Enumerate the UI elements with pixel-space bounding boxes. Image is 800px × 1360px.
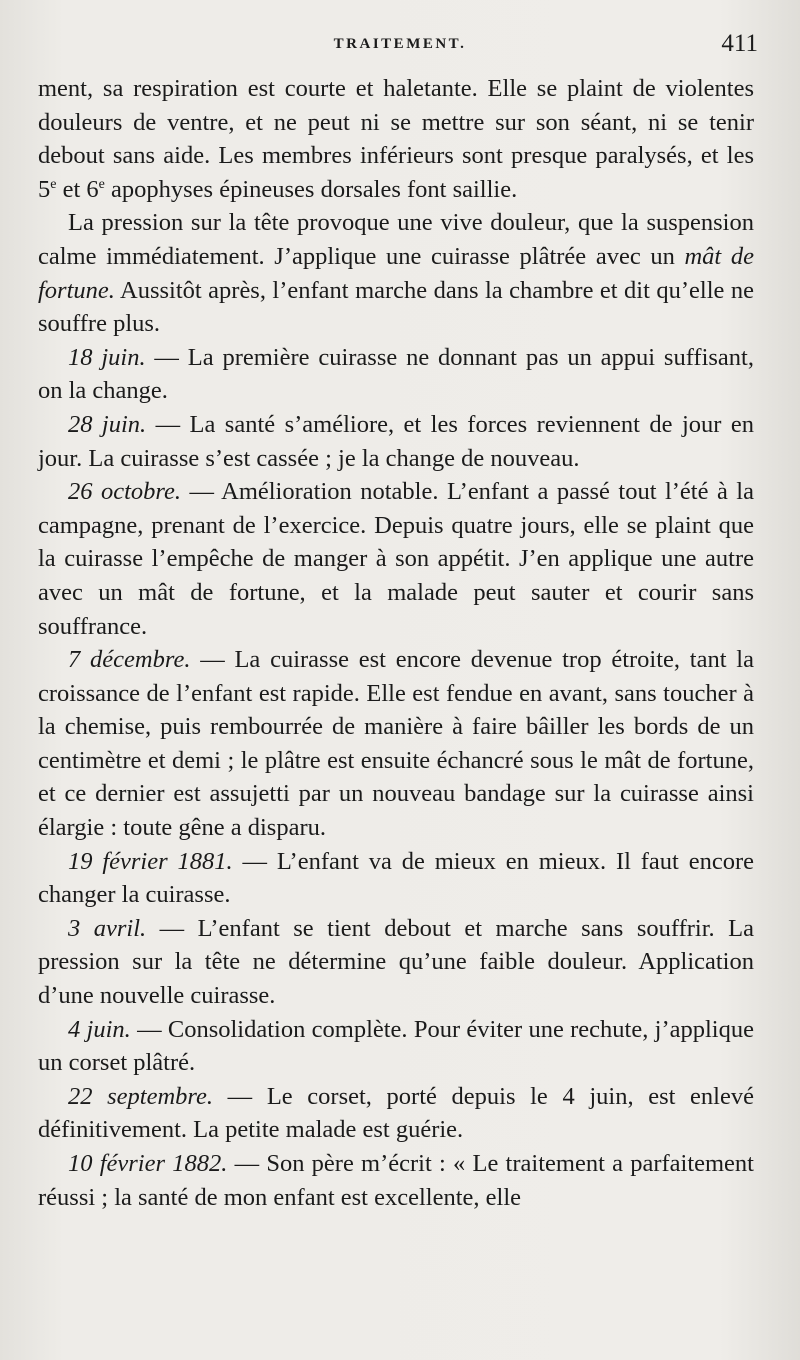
page-number: 411: [721, 30, 758, 57]
entry-date: 7 décembre.: [68, 646, 191, 674]
entry-date: 3 avril.: [68, 914, 147, 942]
diary-entry: [38, 643, 754, 845]
entry-date: 10 février 1882.: [68, 1150, 228, 1177]
body-text: [38, 72, 754, 1214]
page-header: [38, 30, 762, 62]
paragraph-text: La pression sur la tête provoque une vive douleur, que la suspension calme immédiatement. J’applique une cuirasse plâtrée avec un: [38, 209, 754, 270]
entry-text: — Consolidation complète. Pour éviter une rechute, j’applique un corset plâtré.: [38, 1015, 754, 1077]
entry-text: — Son père m’écrit : « Le traitement a parfaitement réussi ; la santé de mon enfant est excellente, elle: [38, 1150, 754, 1211]
paragraph-text: ment, sa respiration est courte et haletante. Elle se plaint de violentes douleurs de ventre, et ne peut ni se mettre sur son séant, ni se tenir debout sans aide. Les membres inférieurs sont presque paralysés, et les 5: [38, 75, 754, 203]
entry-text: — La cuirasse est encore devenue trop étroite, tant la croissance de l’enfant est rapide. Elle est fendue en avant, sans toucher à la chemise, puis rembourrée de manière à faire bâiller les bords de un centimètre et demi ; le plâtre est ensuite échancré sous le mât de fortune, et ce dernier est assujetti par un nouveau bandage sur la cuirasse ainsi élargie : toute gêne a disparu.: [38, 646, 754, 842]
diary-entry: [38, 845, 754, 912]
superscript: e: [50, 176, 57, 192]
entry-text: — L’enfant va de mieux en mieux. Il faut encore changer la cuirasse.: [38, 847, 754, 909]
superscript: e: [98, 176, 105, 192]
entry-text: — Amélioration notable. L’enfant a passé tout l’été à la campagne, prenant de l’exercice. Depuis quatre jours, elle se plaint que la cuirasse l’empêche de manger à son appétit. J’en applique une autre avec un mât de fortune, et la malade peut sauter et courir sans souffrance.: [38, 478, 754, 640]
paragraph: [38, 206, 754, 340]
running-title: TRAITEMENT.: [333, 36, 467, 52]
entry-text: — La première cuirasse ne donnant pas un appui suffisant, on la change.: [38, 343, 754, 405]
entry-date: 4 juin.: [68, 1015, 131, 1043]
entry-text: — L’enfant se tient debout et marche sans souffrir. La pression sur la tête ne détermine qu’une faible douleur. Application d’une nouvelle cuirasse.: [38, 914, 754, 1010]
entry-date: 18 juin.: [68, 343, 146, 371]
entry-text: — La santé s’améliore, et les forces reviennent de jour en jour. La cuirasse s’est cassée ; je la change de nouveau.: [38, 410, 754, 472]
diary-entry: [38, 1147, 754, 1214]
diary-entry: [38, 1080, 754, 1147]
entry-date: 26 octobre.: [68, 478, 182, 506]
diary-entry: [38, 341, 754, 408]
diary-entry: [38, 475, 754, 643]
diary-entry: [38, 1013, 754, 1080]
diary-entry: [38, 912, 754, 1013]
entry-date: 28 juin.: [68, 410, 147, 438]
diary-entry: [38, 408, 754, 475]
paragraph-text: et 6: [56, 175, 99, 203]
entry-date: 19 février 1881.: [68, 847, 233, 875]
paragraph-continuation: [38, 72, 754, 206]
italic-term: mât de fortune.: [38, 242, 754, 304]
entry-date: 22 septembre.: [68, 1082, 214, 1110]
entry-text: — Le corset, porté depuis le 4 juin, est enlevé définitivement. La petite malade est guérie.: [38, 1082, 754, 1144]
paragraph-text: Aussitôt après, l’enfant marche dans la chambre et dit qu’elle ne souffre plus.: [38, 276, 754, 338]
paragraph-text: apophyses épineuses dorsales font saillie.: [104, 175, 518, 203]
